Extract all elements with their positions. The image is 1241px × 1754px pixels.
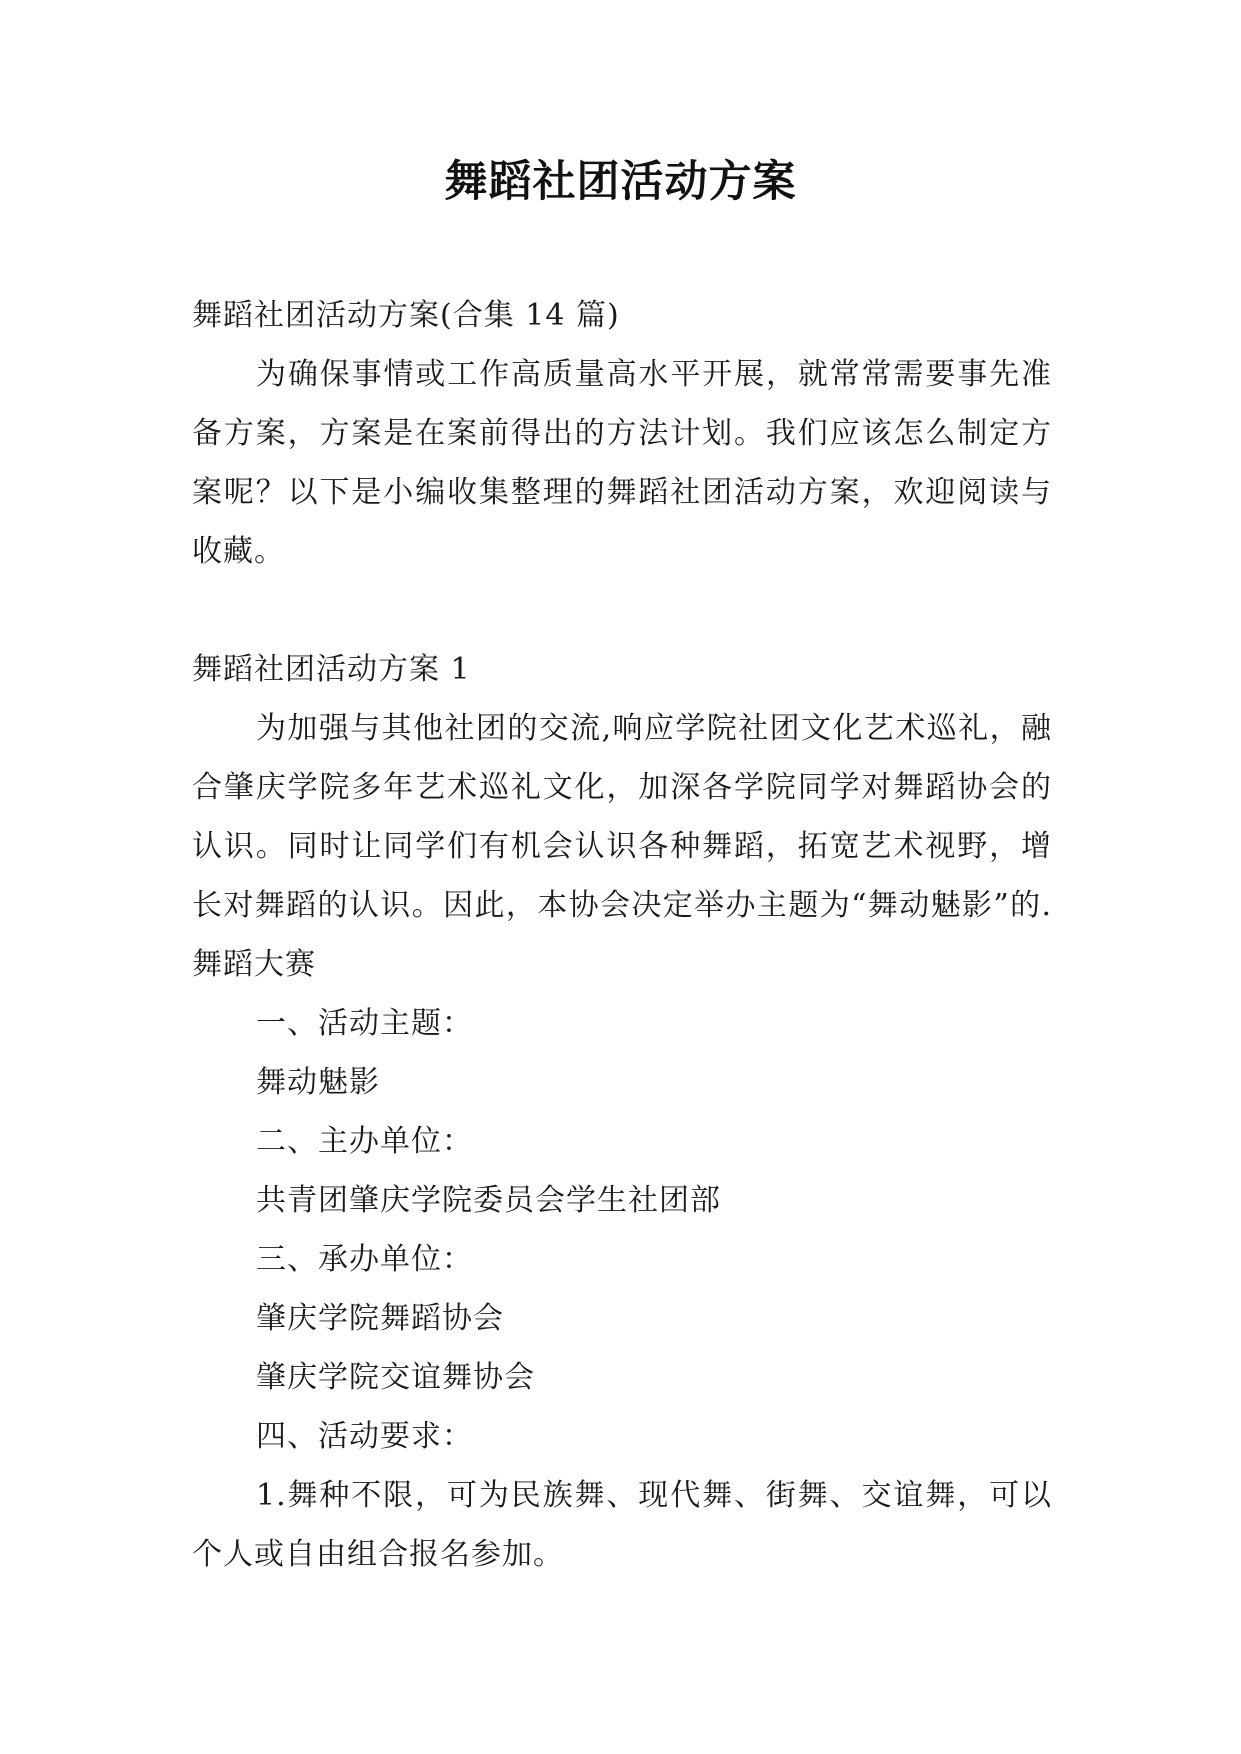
paragraph-gap bbox=[192, 581, 1052, 640]
intro-paragraph: 为确保事情或工作高质量高水平开展，就常常需要事先准备方案，方案是在案前得出的方法计划。我们应该怎么制定方案呢？以下是小编收集整理的舞蹈社团活动方案，欢迎阅读与收藏。 bbox=[192, 357, 1052, 569]
requirements-label: 四、活动要求： bbox=[256, 1419, 473, 1454]
document-title: 舞蹈社团活动方案 bbox=[444, 157, 797, 207]
collection-heading: 舞蹈社团活动方案(合集 14 篇) bbox=[192, 298, 620, 333]
section-heading: 舞蹈社团活动方案 1 bbox=[192, 652, 471, 687]
theme-label: 一、活动主题： bbox=[256, 1006, 473, 1041]
document-body bbox=[192, 286, 1052, 1584]
coorganizer-label: 三、承办单位： bbox=[256, 1242, 473, 1277]
organizer-label: 二、主办单位： bbox=[256, 1124, 473, 1159]
section-intro-paragraph: 为加强与其他社团的交流,响应学院社团文化艺术巡礼，融合肇庆学院多年艺术巡礼文化，加深各学院同学对舞蹈协会的认识。同时让同学们有机会认识各种舞蹈，拓宽艺术视野，增长对舞蹈的认识。因此，本协会决定举办主题为“舞动魅影”的.舞蹈大赛 bbox=[192, 711, 1052, 982]
coorganizer-value: 肇庆学院交谊舞协会 bbox=[256, 1360, 535, 1395]
coorganizer-value: 肇庆学院舞蹈协会 bbox=[256, 1301, 504, 1336]
theme-value: 舞动魅影 bbox=[256, 1065, 380, 1100]
organizer-value: 共青团肇庆学院委员会学生社团部 bbox=[256, 1183, 721, 1218]
requirement-item: 1.舞种不限，可为民族舞、现代舞、街舞、交谊舞，可以个人或自由组合报名参加。 bbox=[192, 1478, 1052, 1572]
